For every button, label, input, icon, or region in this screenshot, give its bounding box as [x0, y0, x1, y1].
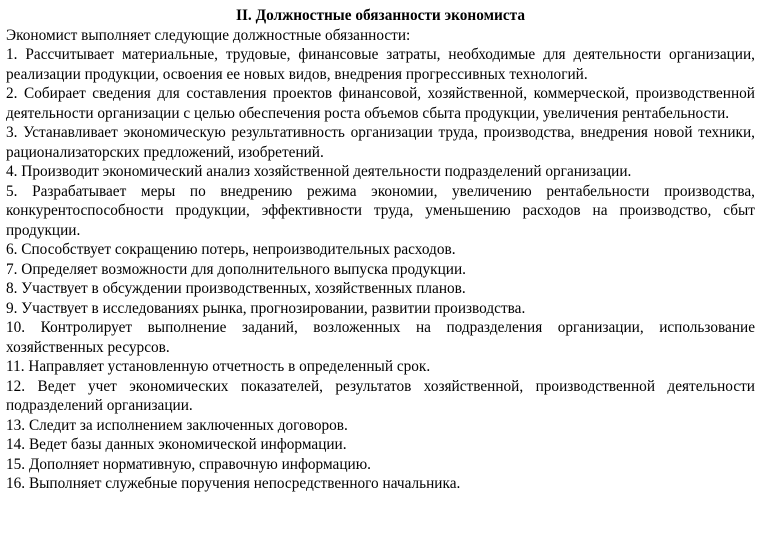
- duty-item-6: 6. Способствует сокращению потерь, непроизводительных расходов.: [6, 241, 456, 258]
- duty-item-4: 4. Производит экономический анализ хозяйственной деятельности подразделений организации.: [6, 163, 632, 180]
- duty-item-12: 12. Ведет учет экономических показателей, результатов хозяйственной, производственной деятельности подразделений организации.: [6, 377, 755, 414]
- duty-item-10: 10. Контролирует выполнение заданий, возложенных на подразделения организации, использование хозяйственных ресурсов.: [6, 319, 755, 356]
- section-title: II. Должностные обязанности экономиста: [236, 7, 525, 24]
- duty-item-9: 9. Участвует в исследованиях рынка, прогнозировании, развитии производства.: [6, 299, 526, 317]
- duty-item-7: 7. Определяет возможности для дополнительного выпуска продукции.: [6, 260, 466, 278]
- duty-item-13: 13. Следит за исполнением заключенных договоров.: [6, 416, 348, 434]
- intro-text: Экономист выполняет следующие должностные обязанности:: [6, 26, 411, 44]
- duty-item-8: 8. Участвует в обсуждении производственных, хозяйственных планов.: [6, 280, 466, 297]
- duty-item-5: 5. Разрабатывает меры по внедрению режима экономии, увеличению рентабельности производства, конкурентоспособности продукции, эффективности труда, уменьшению расходов на производство, сбыт продукции.: [6, 182, 755, 239]
- duty-item-14: 14. Ведет базы данных экономической информации.: [6, 436, 347, 453]
- duty-item-1: 1. Рассчитывает материальные, трудовые, финансовые затраты, необходимые для деятельности организации, реализации продукции, освоения ее новых видов, внедрения прогрессивных технологий.: [6, 46, 755, 83]
- duty-item-11: 11. Направляет установленную отчетность в определенный срок.: [6, 358, 431, 375]
- duty-item-16: 16. Выполняет служебные поручения непосредственного начальника.: [6, 475, 461, 492]
- duty-item-3: 3. Устанавливает экономическую результативность организации труда, производства, внедрения новой техники, рационализаторских предложений, изобретений.: [6, 124, 755, 161]
- duty-item-15: 15. Дополняет нормативную, справочную информацию.: [6, 455, 371, 473]
- duty-item-2: 2. Собирает сведения для составления проектов финансовой, хозяйственной, коммерческой, производственной деятельности организации с целью обеспечения роста объемов сбыта продукции, увеличения рентабельности.: [6, 85, 755, 122]
